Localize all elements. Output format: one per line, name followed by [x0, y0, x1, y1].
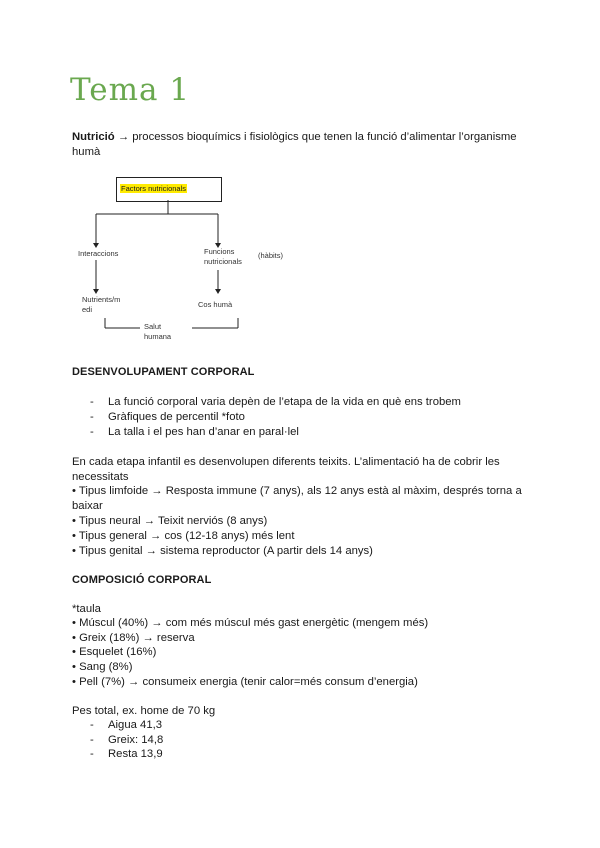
- bullet-dash: -: [90, 748, 94, 760]
- bullet-dash: -: [90, 411, 94, 423]
- tissue-item: • Tipus general → cos (12-18 anys) més lent: [72, 530, 295, 542]
- table-note: *taula: [72, 603, 101, 615]
- arrowhead-left: [93, 243, 99, 248]
- composition-item: • Pell (7%) → consumeix energia (tenir calor=més consum d’energia): [72, 676, 418, 688]
- functions-label-2: nutricionals: [204, 257, 242, 266]
- composition-item: • Sang (8%): [72, 661, 133, 673]
- dev-bullet-3: La talla i el pes han d’anar en paral·lel: [108, 426, 299, 438]
- composition-item: • Esquelet (16%): [72, 646, 157, 658]
- intro-definition: → processos bioquímics i fisiològics que tenen la funció d’alimentar l’organisme humà: [72, 131, 517, 158]
- health-label-1: Salut: [144, 322, 162, 331]
- composition-item: • Greix (18%) → reserva: [72, 632, 195, 644]
- factors-box: [116, 177, 222, 202]
- nutrition-diagram: [70, 170, 330, 345]
- nutrients-label-2: edi: [82, 305, 93, 314]
- breakdown-item: Greix: 14,8: [108, 734, 164, 746]
- arrowhead-left-lower: [93, 289, 99, 294]
- section-heading-composition: COMPOSICIÓ CORPORAL: [72, 574, 212, 586]
- bullet-dash: -: [90, 396, 94, 408]
- total-weight-label: Pes total, ex. home de 70 kg: [72, 705, 216, 717]
- dev-bullet-1: La funció corporal varia depèn de l’etapa de la vida en què ens trobem: [108, 396, 461, 408]
- dev-paragraph: En cada etapa infantil es desenvolupen diferents teixits. L’alimentació ha de cobrir les necessitats: [72, 456, 500, 483]
- factors-label: Factors nutricionals: [121, 184, 187, 193]
- breakdown-item: Resta 13,9: [108, 748, 163, 760]
- bullet-dash: -: [90, 426, 94, 438]
- functions-label-1: Funcions: [204, 247, 235, 256]
- tissue-item: • Tipus neural → Teixit nerviós (8 anys): [72, 515, 268, 527]
- section-heading-development: DESENVOLUPAMENT CORPORAL: [72, 366, 255, 378]
- interactions-label: Interaccions: [78, 249, 119, 258]
- nutrients-label-1: Nutrients/m: [82, 295, 121, 304]
- page-title: Tema 1: [70, 72, 191, 108]
- dev-bullet-2: Gràfiques de percentil *foto: [108, 411, 245, 423]
- tissue-item: • Tipus limfoide → Resposta immune (7 anys), als 12 anys està al màxim, després torna a: [72, 485, 522, 497]
- intro-paragraph: [72, 130, 532, 160]
- tissue-item: • Tipus genital → sistema reproductor (A partir dels 14 anys): [72, 545, 373, 557]
- bullet-dash: -: [90, 719, 94, 731]
- intro-term: Nutrició: [72, 131, 115, 143]
- bullet-dash: -: [90, 734, 94, 746]
- composition-item: • Múscul (40%) → com més múscul més gast energètic (mengem més): [72, 617, 429, 629]
- tissue-item-continued: baixar: [72, 500, 103, 512]
- health-label-2: humana: [144, 332, 172, 341]
- human-body-label: Cos humà: [198, 300, 233, 309]
- habits-note: (hàbits): [258, 251, 284, 260]
- arrowhead-right-lower: [215, 289, 221, 294]
- breakdown-item: Aigua 41,3: [108, 719, 163, 731]
